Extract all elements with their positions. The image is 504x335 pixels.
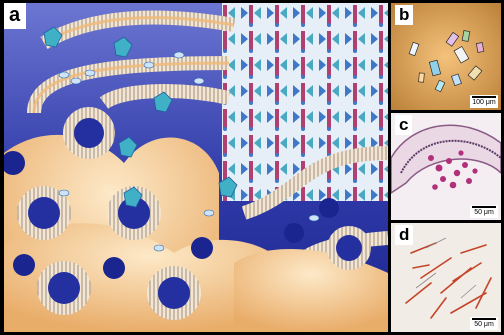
panel-d-micrograph bbox=[391, 223, 501, 332]
scale-bar-d bbox=[470, 317, 498, 330]
scale-bar-b bbox=[470, 95, 498, 108]
scale-bar-line bbox=[472, 206, 496, 208]
panel-label-d: d bbox=[395, 225, 413, 245]
scale-bar-line bbox=[472, 96, 496, 98]
scale-bar-label: 50 μm bbox=[474, 321, 494, 328]
scale-bar-label: 50 μm bbox=[474, 209, 494, 216]
mesophase-illustration bbox=[4, 3, 388, 332]
scale-bar-line bbox=[472, 318, 496, 320]
panel-b-micrograph bbox=[391, 3, 501, 110]
scale-bar-label: 100 μm bbox=[472, 99, 496, 106]
panel-c-micrograph bbox=[391, 113, 501, 220]
panel-label-a: a bbox=[4, 3, 26, 29]
panel-label-c: c bbox=[395, 115, 412, 135]
scale-bar-c bbox=[470, 205, 498, 218]
panel-label-b: b bbox=[395, 5, 413, 25]
panel-a-schematic bbox=[4, 3, 388, 332]
